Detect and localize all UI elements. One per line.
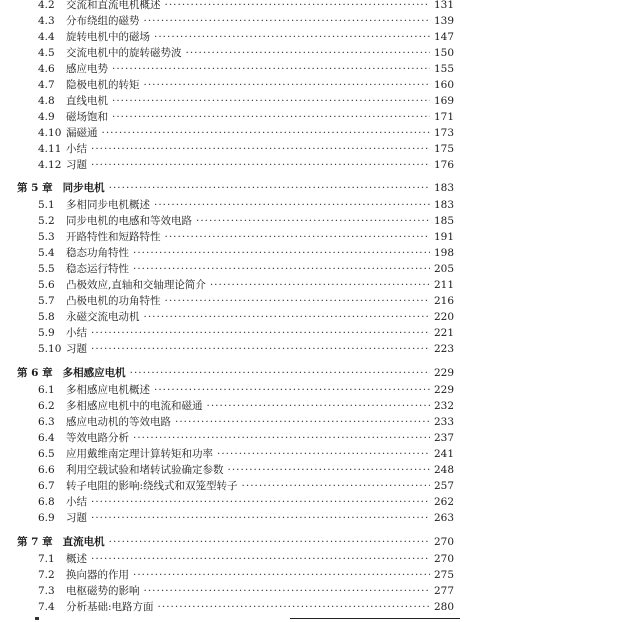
- dot-leader: [133, 567, 430, 583]
- toc-section-entry: [38, 141, 454, 157]
- entry-number: 5.8: [38, 311, 55, 323]
- entry-page-number: 229: [433, 367, 454, 379]
- entry-number: 第 6 章: [17, 367, 53, 379]
- dot-leader: [158, 599, 430, 615]
- entry-number: 7.2: [38, 569, 55, 581]
- entry-page-number: 220: [433, 311, 454, 323]
- entry-title: 旋转电机中的磁场: [66, 31, 150, 43]
- entry-number: 5.4: [38, 247, 55, 259]
- dot-leader: [144, 13, 430, 29]
- entry-number: 7.4: [38, 601, 55, 613]
- dot-leader: [210, 277, 430, 293]
- toc-section-entry: [38, 157, 454, 173]
- toc-section-entry: [38, 583, 454, 599]
- entry-title: 多相同步电机概述: [66, 199, 150, 211]
- entry-title: 漏磁通: [66, 127, 98, 139]
- toc-section-entry: [38, 277, 454, 293]
- dot-leader: [165, 293, 430, 309]
- entry-number: 6.3: [38, 416, 55, 428]
- entry-title: 感应电动机的等效电路: [66, 416, 171, 428]
- entry-page-number: 280: [433, 601, 454, 613]
- entry-title: 直流电机: [62, 536, 105, 548]
- entry-number: 5.10: [38, 343, 62, 355]
- entry-number: 4.5: [38, 47, 55, 59]
- entry-number: 4.12: [38, 159, 62, 171]
- entry-page-number: 198: [433, 247, 454, 259]
- entry-title: 交流电机中的旋转磁势波: [66, 47, 182, 59]
- toc-section-entry: [38, 599, 454, 615]
- entry-title: 电枢磁势的影响: [66, 585, 140, 597]
- dot-leader: [109, 534, 430, 550]
- entry-title: 等效电路分析: [66, 432, 129, 444]
- entry-number: 4.6: [38, 63, 55, 75]
- entry-title: 小结: [66, 496, 87, 508]
- entry-number: 6.5: [38, 448, 55, 460]
- dot-leader: [91, 494, 430, 510]
- entry-page-number: 221: [433, 327, 454, 339]
- footer-rule: [290, 618, 460, 619]
- entry-title: 开路特性和短路特性: [66, 231, 161, 243]
- entry-page-number: 155: [433, 63, 454, 75]
- dot-leader: [165, 0, 430, 13]
- entry-title: 小结: [66, 143, 87, 155]
- entry-page-number: 233: [433, 416, 454, 428]
- entry-page-number: 262: [433, 496, 454, 508]
- toc-chapter-entry: [17, 534, 454, 550]
- toc-chapter-entry: [17, 180, 454, 196]
- dot-leader: [91, 325, 430, 341]
- entry-title: 凸极电机的功角特性: [66, 295, 161, 307]
- toc-section-entry: [38, 462, 454, 478]
- toc-section-entry: [38, 293, 454, 309]
- entry-number: 7.1: [38, 553, 55, 565]
- entry-title: 隐极电机的转矩: [66, 79, 140, 91]
- entry-page-number: 175: [433, 143, 454, 155]
- dot-leader: [112, 93, 430, 109]
- entry-title: 凸极效应,直轴和交轴理论简介: [66, 279, 206, 291]
- toc-section-entry: [38, 430, 454, 446]
- toc-section-entry: [38, 567, 454, 583]
- entry-page-number: 275: [433, 569, 454, 581]
- toc-section-entry: [38, 13, 454, 29]
- entry-title: 多相感应电机中的电流和磁通: [66, 400, 203, 412]
- entry-number: 第 5 章: [17, 182, 53, 194]
- toc-section-entry: [38, 325, 454, 341]
- entry-title: 应用戴维南定理计算转矩和功率: [66, 448, 213, 460]
- toc-section-entry: [38, 309, 454, 325]
- toc-section-entry: [38, 197, 454, 213]
- toc-section-entry: [38, 551, 454, 567]
- toc-section-entry: [38, 29, 454, 45]
- toc-section-entry: [38, 446, 454, 462]
- entry-title: 感应电势: [66, 63, 108, 75]
- toc-section-entry: [38, 414, 454, 430]
- entry-title: 稳态功角特性: [66, 247, 129, 259]
- entry-page-number: 270: [433, 553, 454, 565]
- entry-page-number: 277: [433, 585, 454, 597]
- entry-number: 5.2: [38, 215, 55, 227]
- entry-page-number: 241: [433, 448, 454, 460]
- entry-title: 换向器的作用: [66, 569, 129, 581]
- entry-page-number: 185: [433, 215, 454, 227]
- entry-title: 多相感应电机概述: [66, 384, 150, 396]
- dot-leader: [91, 341, 430, 357]
- entry-title: 概述: [66, 553, 87, 565]
- entry-title: 同步电机的电感和等效电路: [66, 215, 192, 227]
- entry-title: 直线电机: [66, 95, 108, 107]
- dot-leader: [196, 213, 430, 229]
- entry-title: 交流和直流电机概述: [66, 0, 161, 11]
- toc-section-entry: [38, 109, 454, 125]
- dot-leader: [91, 510, 430, 526]
- dot-leader: [154, 382, 430, 398]
- entry-title: 同步电机: [62, 182, 105, 194]
- entry-page-number: 237: [433, 432, 454, 444]
- dot-leader: [207, 398, 430, 414]
- entry-number: 6.6: [38, 464, 55, 476]
- toc-section-entry: [38, 510, 454, 526]
- entry-number: 6.4: [38, 432, 55, 444]
- entry-page-number: 205: [433, 263, 454, 275]
- entry-page-number: 150: [433, 47, 454, 59]
- entry-title: 分布绕组的磁势: [66, 15, 140, 27]
- entry-page-number: 223: [433, 343, 454, 355]
- toc-section-entry: [38, 77, 454, 93]
- entry-number: 4.3: [38, 15, 55, 27]
- entry-number: 5.5: [38, 263, 55, 275]
- toc-section-entry: [38, 478, 454, 494]
- toc-section-entry: [38, 261, 454, 277]
- dot-leader: [154, 29, 430, 45]
- entry-page-number: 229: [433, 384, 454, 396]
- entry-number: 第 7 章: [17, 536, 53, 548]
- entry-page-number: 160: [433, 79, 454, 91]
- entry-page-number: 248: [433, 464, 454, 476]
- entry-page-number: 147: [433, 31, 454, 43]
- entry-page-number: 176: [433, 159, 454, 171]
- entry-page-number: 216: [433, 295, 454, 307]
- entry-title: 转子电阻的影响:绕线式和双笼型转子: [66, 480, 238, 492]
- entry-page-number: 171: [433, 111, 454, 123]
- dot-leader: [112, 61, 430, 77]
- entry-page-number: 183: [433, 182, 454, 194]
- toc-section-entry: [38, 45, 454, 61]
- entry-number: 4.9: [38, 111, 55, 123]
- entry-page-number: 263: [433, 512, 454, 524]
- toc-section-entry: [38, 382, 454, 398]
- toc-section-entry: [38, 0, 454, 13]
- entry-title: 习题: [66, 512, 87, 524]
- entry-number: 4.11: [38, 143, 62, 155]
- entry-number: 4.7: [38, 79, 55, 91]
- dot-leader: [91, 157, 430, 173]
- dot-leader: [133, 261, 430, 277]
- toc-section-entry: [38, 229, 454, 245]
- entry-number: 6.1: [38, 384, 55, 396]
- entry-title: 稳态运行特性: [66, 263, 129, 275]
- dot-leader: [242, 478, 430, 494]
- toc-section-entry: [38, 398, 454, 414]
- dot-leader: [130, 365, 430, 381]
- toc-section-entry: [38, 213, 454, 229]
- dot-leader: [91, 551, 430, 567]
- toc-section-entry: [38, 245, 454, 261]
- entry-title: 分析基础:电路方面: [66, 601, 154, 613]
- dot-leader: [133, 430, 430, 446]
- entry-page-number: 169: [433, 95, 454, 107]
- entry-page-number: 257: [433, 480, 454, 492]
- entry-number: 5.1: [38, 199, 55, 211]
- dot-leader: [112, 109, 430, 125]
- entry-page-number: 131: [433, 0, 454, 11]
- dot-leader: [186, 45, 430, 61]
- entry-number: 5.6: [38, 279, 55, 291]
- entry-number: 6.8: [38, 496, 55, 508]
- dot-leader: [144, 77, 430, 93]
- entry-page-number: 173: [433, 127, 454, 139]
- entry-page-number: 139: [433, 15, 454, 27]
- entry-page-number: 191: [433, 231, 454, 243]
- entry-title: 磁场饱和: [66, 111, 108, 123]
- dot-leader: [91, 141, 430, 157]
- entry-page-number: 211: [433, 279, 454, 291]
- toc-section-entry: [38, 341, 454, 357]
- entry-title: 习题: [66, 343, 87, 355]
- entry-number: 5.3: [38, 231, 55, 243]
- scan-mark: [35, 617, 39, 620]
- toc-section-entry: [38, 494, 454, 510]
- dot-leader: [102, 125, 430, 141]
- dot-leader: [109, 180, 430, 196]
- entry-title: 小结: [66, 327, 87, 339]
- entry-number: 7.3: [38, 585, 55, 597]
- dot-leader: [175, 414, 430, 430]
- entry-number: 4.8: [38, 95, 55, 107]
- entry-number: 6.7: [38, 480, 55, 492]
- dot-leader: [144, 583, 430, 599]
- entry-title: 永磁交流电动机: [66, 311, 140, 323]
- dot-leader: [228, 462, 430, 478]
- toc-section-entry: [38, 125, 454, 141]
- entry-number: 5.9: [38, 327, 55, 339]
- toc-chapter-entry: [17, 365, 454, 381]
- dot-leader: [133, 245, 430, 261]
- entry-title: 利用空载试验和堵转试验确定参数: [66, 464, 224, 476]
- entry-number: 4.4: [38, 31, 55, 43]
- dot-leader: [144, 309, 430, 325]
- toc-section-entry: [38, 93, 454, 109]
- entry-page-number: 270: [433, 536, 454, 548]
- entry-number: 6.2: [38, 400, 55, 412]
- toc-section-entry: [38, 61, 454, 77]
- entry-number: 5.7: [38, 295, 55, 307]
- entry-title: 多相感应电机: [62, 367, 126, 379]
- dot-leader: [165, 229, 430, 245]
- entry-page-number: 183: [433, 199, 454, 211]
- entry-number: 4.2: [38, 0, 55, 11]
- dot-leader: [217, 446, 430, 462]
- entry-page-number: 232: [433, 400, 454, 412]
- entry-number: 4.10: [38, 127, 62, 139]
- entry-number: 6.9: [38, 512, 55, 524]
- dot-leader: [154, 197, 430, 213]
- entry-title: 习题: [66, 159, 87, 171]
